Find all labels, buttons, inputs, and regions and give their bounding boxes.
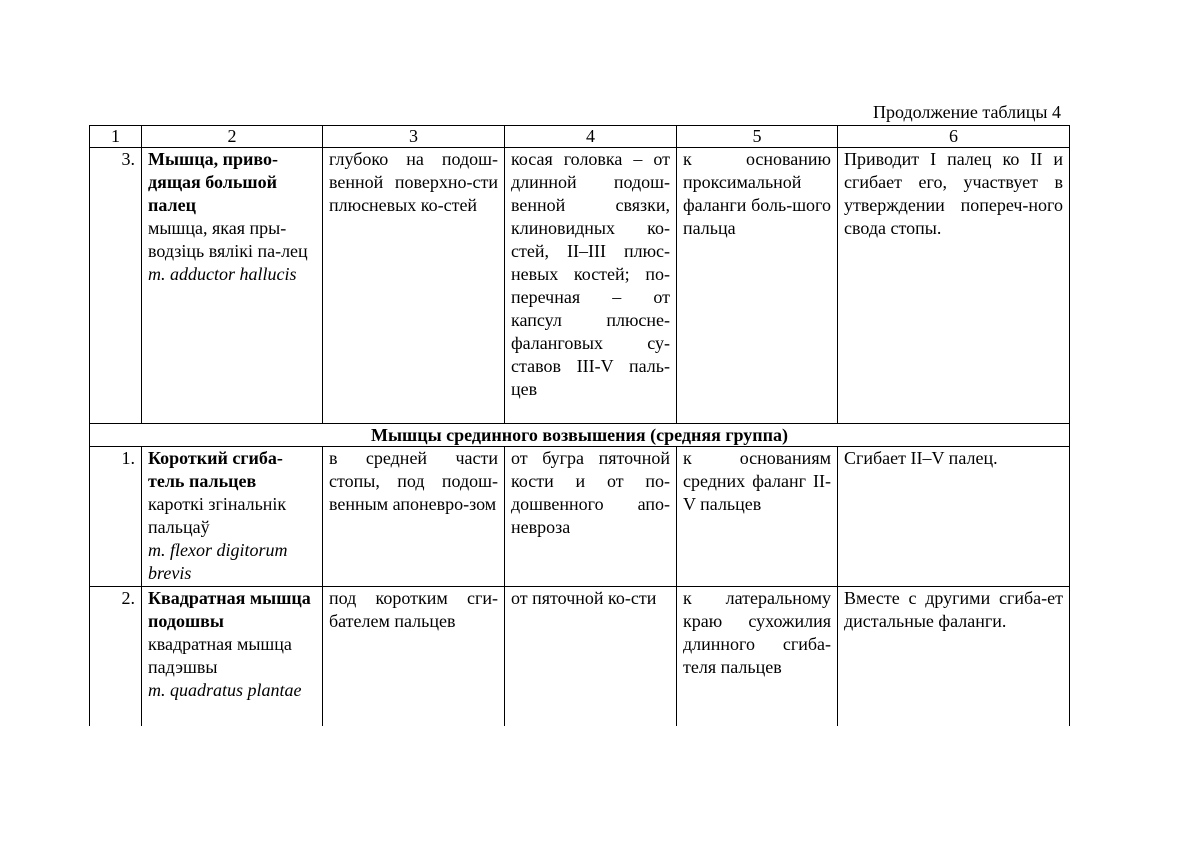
table-caption: Продолжение таблицы 4 (873, 102, 1061, 122)
column-header: 3 (323, 126, 505, 148)
muscle-name-belarusian: кароткі згінальнік пальцаў (148, 494, 287, 537)
function-cell: Приводит I палец ко II и сгибает его, участвует в утверждении попереч-ного свода стопы. (838, 148, 1070, 424)
muscle-name-cell (142, 587, 323, 726)
table-row (90, 148, 1070, 424)
group-title: Мышцы срединного возвышения (средняя группа) (90, 424, 1070, 447)
position-cell: глубоко на подош-венной поверхно-сти плюсневых ко-стей (323, 148, 505, 424)
muscle-name-latin: m. flexor digitorum brevis (148, 540, 288, 583)
muscle-name-belarusian: мышца, якая пры-водзіць вялікі па-лец (148, 218, 308, 261)
origin-cell: косая головка – от длинной подош-венной связки, клиновидных ко-стей, II–III плюс-невых костей; по-перечная – от капсул плюсне-фаланговых су-ставов III-V паль-цев (505, 148, 677, 424)
muscle-name-latin: m. adductor hallucis (148, 264, 297, 284)
muscle-name-cell (142, 447, 323, 587)
column-header: 2 (142, 126, 323, 148)
origin-cell: от бугра пяточной кости и от по-дошвенного апо-невроза (505, 447, 677, 587)
insertion-cell: к основанию проксимальной фаланги боль-шого пальца (677, 148, 838, 424)
insertion-cell: к основаниям средних фаланг II-V пальцев (677, 447, 838, 587)
table-row (90, 587, 1070, 726)
origin-cell: от пяточной ко-сти (505, 587, 677, 726)
row-number: 1. (90, 447, 142, 587)
muscle-name-latin: m. quadratus plantae (148, 680, 302, 700)
column-header: 4 (505, 126, 677, 148)
function-cell: Сгибает II–V палец. (838, 447, 1070, 587)
column-header: 1 (90, 126, 142, 148)
muscle-name-russian: Мышца, приво-дящая большой палец (148, 149, 278, 215)
position-cell: в средней части стопы, под подош-венным апоневро-зом (323, 447, 505, 587)
muscle-name-cell (142, 148, 323, 424)
position-cell: под коротким сги-бателем пальцев (323, 587, 505, 726)
insertion-cell: к латеральному краю сухожилия длинного сгиба-теля пальцев (677, 587, 838, 726)
group-row (90, 424, 1070, 447)
table-row (90, 447, 1070, 587)
muscle-name-belarusian: квадратная мышца падэшвы (148, 634, 292, 677)
table-header-row (90, 126, 1070, 148)
column-header: 6 (838, 126, 1070, 148)
muscle-name-russian: Квадратная мышца подошвы (148, 588, 311, 631)
muscle-table (89, 125, 1070, 726)
row-number: 3. (90, 148, 142, 424)
row-number: 2. (90, 587, 142, 726)
muscle-name-russian: Короткий сгиба-тель пальцев (148, 448, 283, 491)
function-cell: Вместе с другими сгиба-ет дистальные фаланги. (838, 587, 1070, 726)
column-header: 5 (677, 126, 838, 148)
